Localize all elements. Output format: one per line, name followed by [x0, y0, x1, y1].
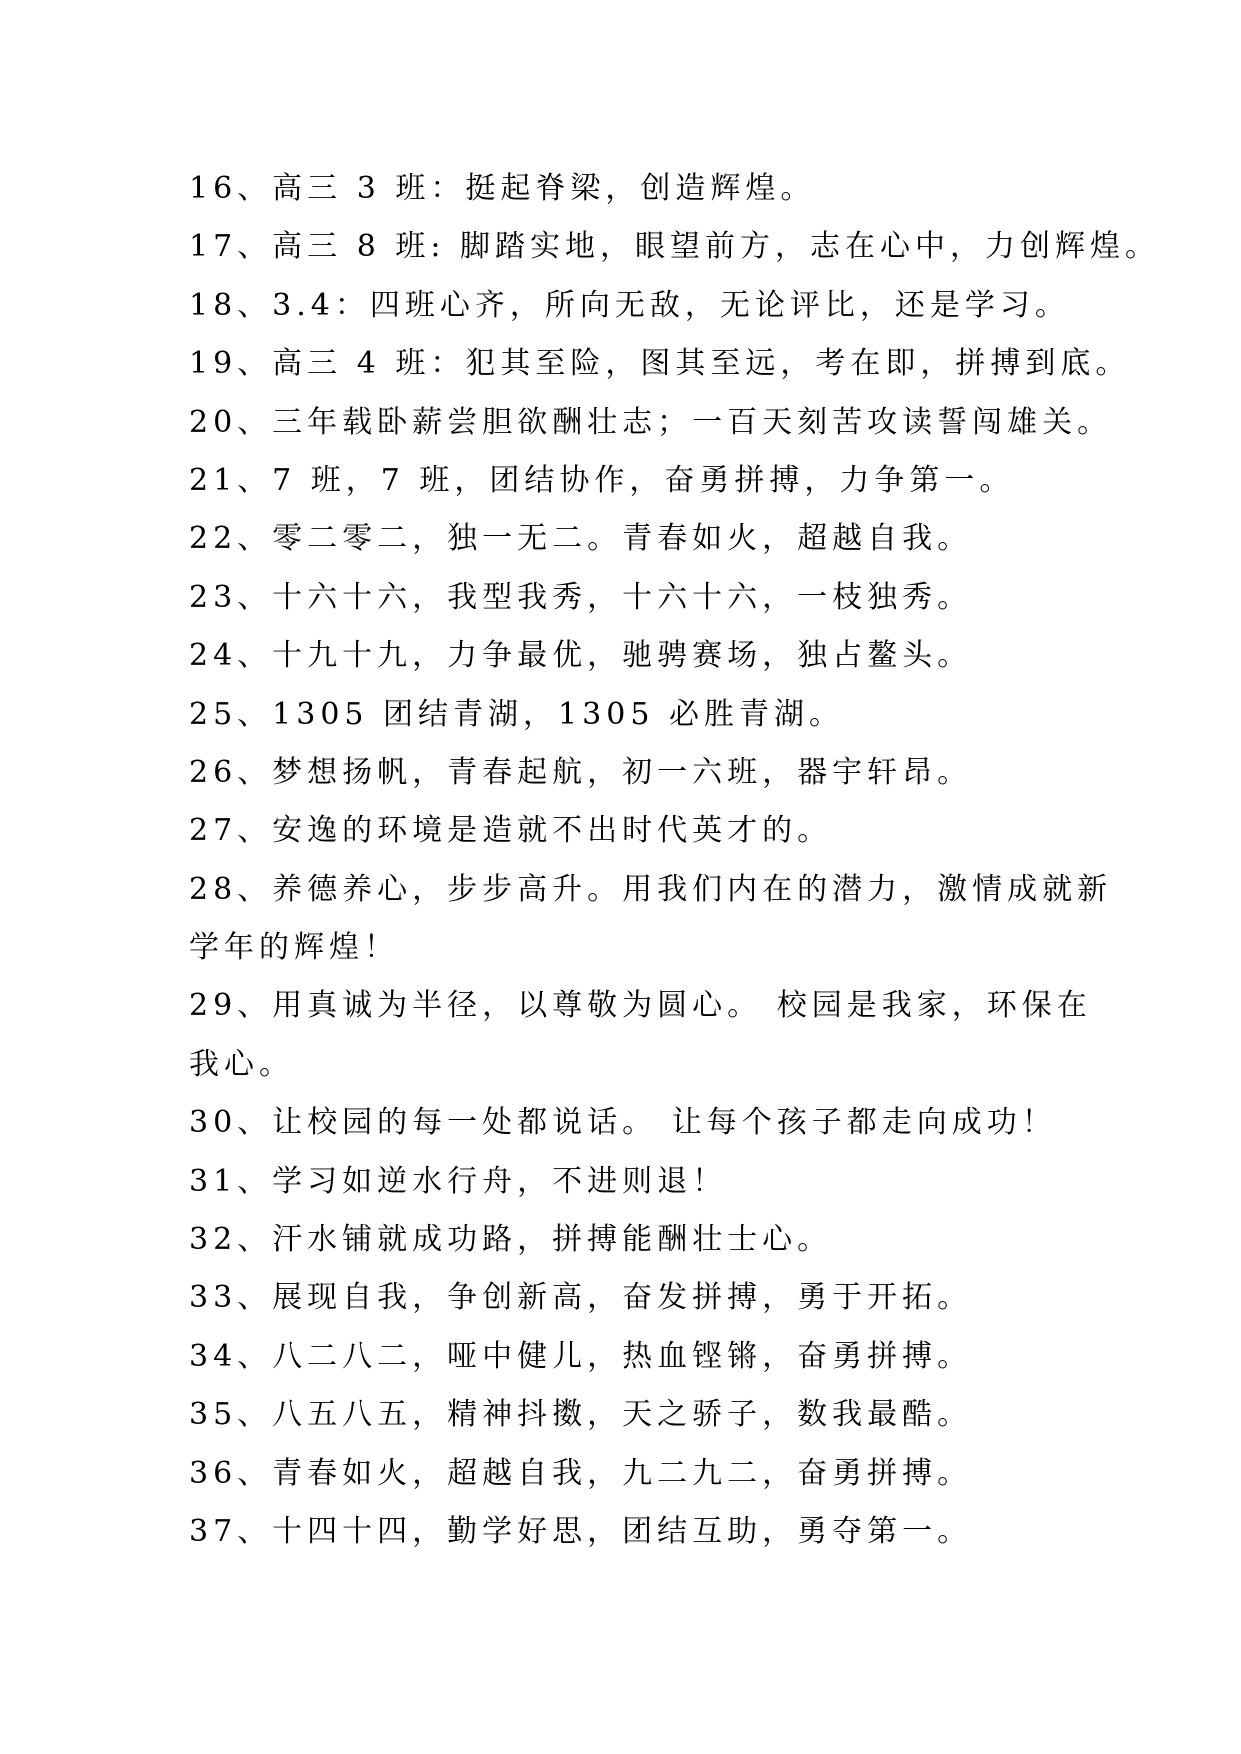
text-line-25: 25、1305 团结青湖，1305 必胜青湖。: [189, 696, 844, 732]
text-line-20: 20、三年载卧薪尝胆欲酬壮志；一百天刻苦攻读誓闯雄关。: [189, 404, 1113, 440]
text-line-21: 21、7 班，7 班，团结协作，奋勇拼搏，力争第一。: [189, 462, 1015, 498]
text-line-34: 34、八二八二，哑中健儿，热血铿锵，奋勇拼搏。: [189, 1338, 973, 1374]
text-line-35: 35、八五八五，精神抖擞，天之骄子，数我最酷。: [189, 1397, 973, 1433]
text-line-28: 28、养德养心，步步高升。用我们内在的潜力，激情成就新: [189, 871, 1113, 907]
text-line-23: 23、十六十六，我型我秀，十六十六，一枝独秀。: [189, 579, 973, 615]
text-line-26: 26、梦想扬帆，青春起航，初一六班，器宇轩昂。: [189, 754, 973, 790]
text-line-16: 16、高三 3 班：挺起脊梁，创造辉煌。: [189, 171, 816, 206]
text-line-27: 27、安逸的环境是造就不出时代英才的。: [189, 813, 833, 849]
text-line-32: 32、汗水铺就成功路，拼搏能酬壮士心。: [189, 1222, 833, 1258]
text-line-19: 19、高三 4 班：犯其至险，图其至远，考在即，拼搏到底。: [189, 346, 1131, 382]
text-line-29-continued: 我心。: [189, 1046, 294, 1082]
text-line-37: 37、十四十四，勤学好思，团结互助，勇夺第一。: [189, 1513, 973, 1549]
text-line-22: 22、零二零二，独一无二。青春如火，超越自我。: [189, 521, 973, 557]
text-line-29: 29、用真诚为半径，以尊敬为圆心。 校园是我家，环保在: [189, 988, 1092, 1024]
document-body: [189, 160, 1160, 1561]
text-line-36: 36、青春如火，超越自我，九二九二，奋勇拼搏。: [189, 1455, 973, 1491]
text-line-24: 24、十九十九，力争最优，驰骋赛场，独占鳌头。: [189, 638, 973, 674]
text-line-18: 18、3.4：四班心齐，所向无敌，无论评比，还是学习。: [189, 287, 1070, 323]
text-line-28-continued: 学年的辉煌！: [189, 930, 399, 966]
text-line-30: 30、让校园的每一处都说话。 让每个孩子都走向成功！: [189, 1105, 1057, 1141]
text-line-17: 17、高三 8 班: 脚踏实地，眼望前方，志在心中，力创辉煌。: [189, 229, 1160, 265]
text-line-31: 31、学习如逆水行舟，不进则退！: [189, 1163, 728, 1199]
text-line-33: 33、展现自我，争创新高，奋发拼搏，勇于开拓。: [189, 1280, 973, 1316]
